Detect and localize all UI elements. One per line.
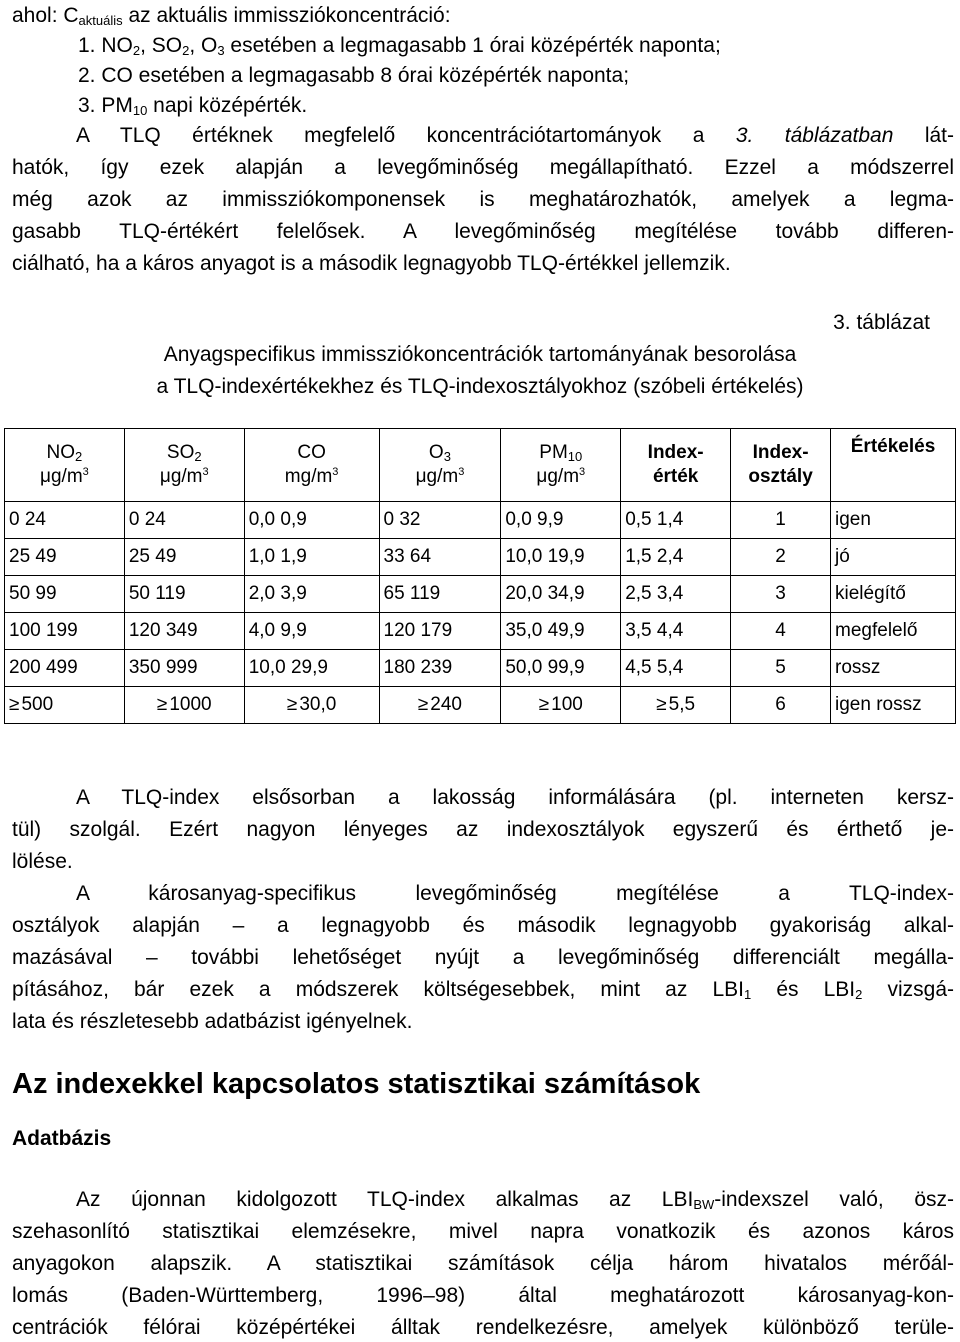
table-cell: 350 999: [124, 650, 244, 687]
table-cell: 0,0 0,9: [244, 502, 379, 539]
table-cell: ≥ 30,0: [244, 687, 379, 724]
subscript: BW: [693, 1197, 715, 1212]
text: Az újonnan kidolgozott TLQ-index alkalmas az LBI: [76, 1188, 694, 1211]
table-cell: ≥ 5,5: [621, 687, 731, 724]
greater-equal-symbol: ≥: [538, 694, 550, 715]
paragraph-line: [76, 1186, 954, 1214]
text: , O: [189, 34, 218, 57]
table-cell: 2: [731, 539, 831, 576]
text: vizsgá-: [862, 978, 954, 1001]
paragraph-line: mazásával – további lehetőséget nyújt a levegőminőség differenciált megálla-: [12, 946, 954, 969]
header-no2: $NO_2$ $\mu g/m^3$: [5, 429, 125, 502]
text: az aktuális immissziókoncentráció:: [122, 4, 451, 27]
section-heading: Az indexekkel kapcsolatos statisztikai számítások: [12, 1068, 701, 1100]
table-cell: 0 24: [5, 502, 125, 539]
paragraph-line: szehasonlító statisztikai elemzésekre, mivel napra vonatkozik és azonos káros: [12, 1220, 954, 1243]
table-cell: 50 99: [5, 576, 125, 613]
paragraph-line: még azok az immissziókomponensek is meghatározhatók, amelyek a legma-: [12, 188, 954, 211]
text: pításához, bár ezek a módszerek költségesebbek, mint az LBI: [12, 978, 744, 1001]
table-cell: 25 49: [5, 539, 125, 576]
header-pm10: $PM_{10}$ $\mu g/m^3$: [501, 429, 621, 502]
header-so2: $SO_2$ $\mu g/m^3$: [124, 429, 244, 502]
table-cell: 1,0 1,9: [244, 539, 379, 576]
header-index-class: Index- osztály: [731, 429, 831, 502]
text: -indexszel való, ösz-: [714, 1188, 954, 1211]
text: lát-: [893, 124, 955, 147]
paragraph-line: hatók, így ezek alapján a levegőminőség megállapítható. Ezzel a módszerrel: [12, 156, 954, 179]
list-item-3: [78, 92, 307, 120]
concentration-table: [4, 428, 956, 724]
text: 1. NO: [78, 34, 133, 57]
paragraph-line: lölése.: [12, 850, 73, 873]
table-row: [5, 576, 956, 613]
table-cell: 1,5 2,4: [621, 539, 731, 576]
table-cell: 0,5 1,4: [621, 502, 731, 539]
paragraph-line: [76, 122, 954, 150]
paragraph-line: lata és részletesebb adatbázist igényelnek.: [12, 1010, 413, 1033]
table-cell: 3,5 4,4: [621, 613, 731, 650]
table-cell: ≥ 500: [5, 687, 125, 724]
table-cell: ≥ 100: [501, 687, 621, 724]
table-cell: 0 24: [124, 502, 244, 539]
table-cell: 4,0 9,9: [244, 613, 379, 650]
table-cell: 4,5 5,4: [621, 650, 731, 687]
list-item-1: [78, 32, 721, 60]
table-cell: 4: [731, 613, 831, 650]
paragraph-line: ciálható, ha a káros anyagot is a második legnagyobb TLQ-értékkel jellemzik.: [12, 252, 731, 275]
text: A TLQ értéknek megfelelő koncentrációtartományok a: [76, 124, 736, 147]
greater-equal-symbol: ≥: [9, 694, 20, 715]
table-header-row: [5, 429, 956, 502]
list-item-2: 2. CO esetében a legmagasabb 8 órai középérték naponta;: [78, 64, 630, 87]
text: ahol: C: [12, 4, 79, 27]
table-row: [5, 539, 956, 576]
subscript: 10: [132, 103, 148, 118]
table-cell: 0 32: [379, 502, 501, 539]
table-cell: 100 199: [5, 613, 125, 650]
table-cell: 10,0 19,9: [501, 539, 621, 576]
paragraph-line: anyagokon alapszik. A statisztikai számítások célja három hivatalos mérőál-: [12, 1252, 954, 1275]
text: 3. PM: [78, 94, 133, 117]
table-cell: kielégítő: [831, 576, 956, 613]
table-caption-line1: Anyagspecifikus immissziókoncentrációk tartományának besorolása: [163, 343, 797, 366]
table-cell: 5: [731, 650, 831, 687]
subscript: 1: [743, 987, 752, 1002]
text: napi középérték.: [147, 94, 308, 117]
greater-equal-symbol: ≥: [156, 694, 168, 715]
greater-equal-symbol: ≥: [417, 694, 429, 715]
paragraph-line: lomás (Baden-Württemberg, 1996–98) által meghatározott károsanyag-kon-: [12, 1284, 954, 1307]
subscript: 2: [855, 987, 863, 1002]
header-evaluation: Értékelés: [831, 429, 956, 502]
header-index-value: Index- érték: [621, 429, 731, 502]
table-cell: igen: [831, 502, 956, 539]
table-cell: megfelelő: [831, 613, 956, 650]
paragraph-line: A károsanyag-specifikus levegőminőség megítélése a TLQ-index-: [76, 882, 954, 905]
table-cell: 180 239: [379, 650, 501, 687]
paragraph-line: A TLQ-index elsősorban a lakosság informálására (pl. interneten kersz-: [76, 786, 954, 809]
table-cell: 65 119: [379, 576, 501, 613]
subscript: 2: [182, 43, 190, 58]
table-cell: ≥ 1000: [124, 687, 244, 724]
table-cell: 20,0 34,9: [501, 576, 621, 613]
greater-equal-symbol: ≥: [656, 694, 667, 715]
subscript: 2: [132, 43, 141, 58]
paragraph-line: gasabb TLQ-értékért felelősek. A levegőminőség megítélése tovább differen-: [12, 220, 954, 243]
text: esetében a legmagasabb 1 órai középérték naponta;: [224, 34, 721, 57]
table-cell: ≥ 240: [379, 687, 501, 724]
header-o3: $O_3$ $\mu g/m^3$: [379, 429, 501, 502]
header-co: CO $mg/m^3$: [244, 429, 379, 502]
table-cell: 6: [731, 687, 831, 724]
subscript: aktuális: [78, 13, 123, 28]
table-cell: 0,0 9,9: [501, 502, 621, 539]
table-cell: 10,0 29,9: [244, 650, 379, 687]
text: és LBI: [751, 978, 856, 1001]
table-cell: 120 179: [379, 613, 501, 650]
italic-reference: 3. táblázatban: [735, 124, 894, 147]
table-cell: rossz: [831, 650, 956, 687]
table-cell: 50,0 99,9: [501, 650, 621, 687]
table-cell: 33 64: [379, 539, 501, 576]
table-cell: 35,0 49,9: [501, 613, 621, 650]
table-row: [5, 650, 956, 687]
table-cell: jó: [831, 539, 956, 576]
table-cell: 50 119: [124, 576, 244, 613]
table-row: [5, 687, 956, 724]
table-cell: 1: [731, 502, 831, 539]
table-cell: 25 49: [124, 539, 244, 576]
table-cell: 2,0 3,9: [244, 576, 379, 613]
subscript: 3: [217, 43, 225, 58]
table-cell: 120 349: [124, 613, 244, 650]
table-caption-line2: a TLQ-indexértékekhez és TLQ-indexosztályokhoz (szóbeli értékelés): [156, 375, 804, 398]
table-cell: 3: [731, 576, 831, 613]
table-cell: igen rossz: [831, 687, 956, 724]
table-cell: 2,5 3,4: [621, 576, 731, 613]
table-row: [5, 613, 956, 650]
paragraph-line: centrációk félórai középértékei álltak rendelkezésre, amelyek különböző terüle-: [12, 1316, 954, 1339]
paragraph-line: osztályok alapján – a legnagyobb és második legnagyobb gyakoriság alkal-: [12, 914, 954, 937]
greater-equal-symbol: ≥: [286, 694, 298, 715]
table-label: 3. táblázat: [833, 311, 930, 334]
text: , SO: [140, 34, 183, 57]
paragraph-line: tül) szolgál. Ezért nagyon lényeges az indexosztályok egyszerű és érthető je-: [12, 818, 954, 841]
paragraph-line: [12, 976, 954, 1004]
table-cell: 200 499: [5, 650, 125, 687]
intro-ahol-line: [12, 2, 451, 30]
subsection-heading: Adatbázis: [12, 1127, 112, 1150]
table-row: [5, 502, 956, 539]
